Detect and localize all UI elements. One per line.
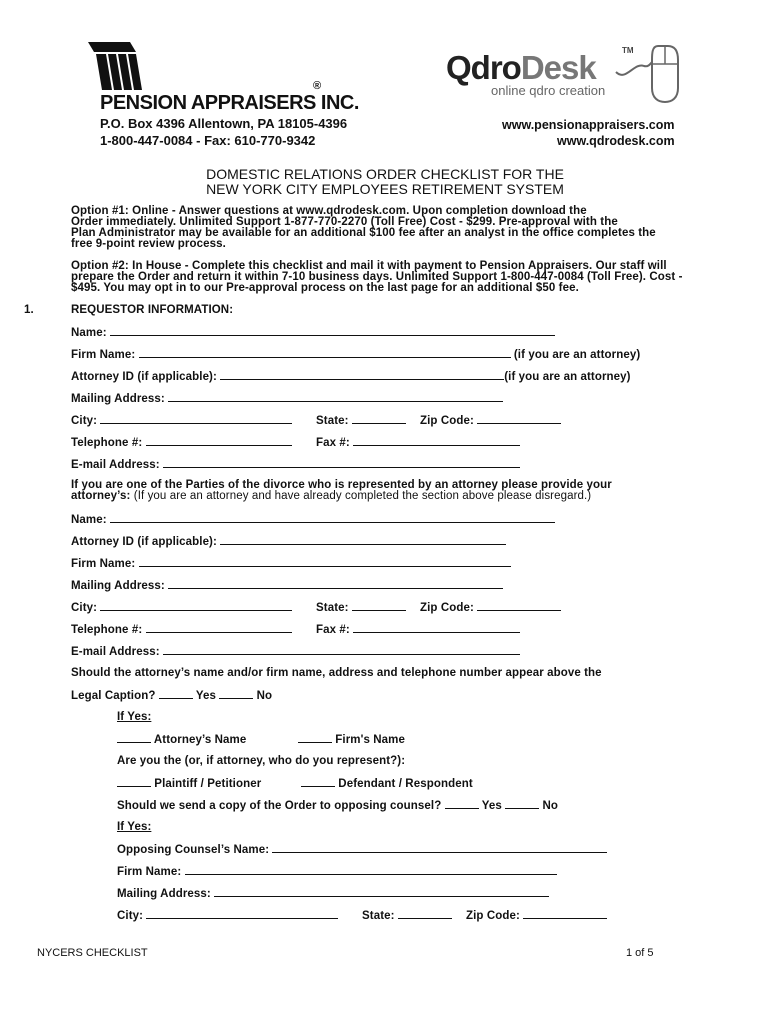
requestor-telephone-field[interactable]: [146, 436, 292, 446]
opposing-firm-row: [117, 865, 557, 878]
requestor-attorney-id-field[interactable]: [220, 370, 504, 380]
opposing-city-row: [117, 909, 338, 922]
legal-caption-label: Legal Caption?: [71, 690, 156, 702]
option2-line: Option #2: In House - Complete this checklist and mail it with payment to Pension Appraisers. Our staff will: [71, 260, 667, 272]
requestor-city-label: City:: [71, 415, 98, 427]
defendant-label: Defendant / Respondent: [338, 778, 473, 790]
party-zip-row: [420, 601, 561, 614]
party-name-label: Name:: [71, 514, 107, 526]
company-address: P.O. Box 4396 Allentown, PA 18105-4396: [100, 116, 348, 131]
copy-question-row: [117, 799, 558, 812]
firm-name-check-field[interactable]: [298, 733, 332, 743]
attorney-name-label: Attorney’s Name: [153, 734, 247, 746]
qdrodesk-tm: TM: [622, 46, 634, 55]
opposing-zip-row: [466, 909, 607, 922]
party-telephone-label: Telephone #:: [71, 624, 143, 636]
parties-intro: [71, 480, 612, 502]
requestor-email-row: [71, 458, 520, 471]
requestor-attorney-id-row: [71, 370, 631, 383]
party-mailing-field[interactable]: [168, 579, 503, 589]
requestor-state-row: [316, 414, 406, 427]
party-telephone-field[interactable]: [146, 623, 292, 633]
requestor-attorney-id-label: Attorney ID (if applicable):: [71, 371, 217, 383]
requestor-telephone-label: Telephone #:: [71, 437, 143, 449]
section-heading: REQUESTOR INFORMATION:: [71, 304, 234, 316]
company-phones: 1-800-447-0084 - Fax: 610-770-9342: [100, 133, 316, 148]
copy-question-label: Should we send a copy of the Order to opposing counsel?: [117, 800, 442, 812]
plaintiff-field[interactable]: [117, 777, 151, 787]
title-line-2: NEW YORK CITY EMPLOYEES RETIREMENT SYSTEM: [206, 181, 564, 197]
website-qdrodesk[interactable]: www.qdrodesk.com: [557, 134, 675, 148]
qdrodesk-logo-desk: Desk: [520, 49, 596, 86]
option1-line: Plan Administrator may be available for an additional $100 fee after an analyst in the office completes the: [71, 227, 656, 239]
copy-no-label: No: [542, 800, 558, 812]
option2-paragraph: [71, 261, 683, 294]
party-fax-row: [316, 623, 520, 636]
opposing-mailing-label: Mailing Address:: [117, 888, 211, 900]
plaintiff-option: [117, 777, 261, 790]
caption-question: Should the attorney’s name and/or firm name, address and telephone number appear above the: [71, 667, 602, 679]
option1-line: Option #1: Online - Answer questions at www.qdrodesk.com. Upon completion download the: [71, 205, 587, 217]
requestor-firm-note: (if you are an attorney): [513, 349, 641, 361]
party-mailing-label: Mailing Address:: [71, 580, 165, 592]
requestor-name-label: Name:: [71, 327, 107, 339]
registered-mark: ®: [313, 80, 322, 92]
party-email-row: [71, 645, 520, 658]
attorney-name-option: [117, 733, 246, 746]
requestor-mailing-row: [71, 392, 503, 405]
party-attorney-id-row: [71, 535, 506, 548]
footer-page-number: 1 of 5: [626, 947, 654, 959]
plaintiff-label: Plaintiff / Petitioner: [154, 778, 262, 790]
firm-name-option: [298, 733, 405, 746]
legal-caption-no-field[interactable]: [219, 689, 253, 699]
requestor-state-label: State:: [316, 415, 349, 427]
requestor-fax-label: Fax #:: [316, 437, 350, 449]
qdrodesk-tagline: online qdro creation: [491, 83, 606, 98]
requestor-zip-field[interactable]: [477, 414, 561, 424]
party-name-field[interactable]: [110, 513, 555, 523]
opposing-zip-label: Zip Code:: [466, 910, 520, 922]
party-email-label: E-mail Address:: [71, 646, 160, 658]
party-attorney-id-label: Attorney ID (if applicable):: [71, 536, 217, 548]
requestor-telephone-row: [71, 436, 292, 449]
copy-yes-label: Yes: [481, 800, 502, 812]
requestor-mailing-field[interactable]: [168, 392, 503, 402]
copy-yes-field[interactable]: [445, 799, 479, 809]
opposing-firm-field[interactable]: [185, 865, 557, 875]
opposing-name-label: Opposing Counsel’s Name:: [117, 844, 270, 856]
requestor-firm-row: [71, 348, 640, 361]
represent-question: Are you the (or, if attorney, who do you represent?):: [117, 755, 406, 767]
qdrodesk-logo-qdro: Qdro: [446, 49, 521, 86]
pension-appraisers-logo-icon: [86, 40, 146, 92]
requestor-mailing-label: Mailing Address:: [71, 393, 165, 405]
party-firm-row: [71, 557, 511, 570]
party-firm-field[interactable]: [139, 557, 511, 567]
parties-intro-line-1: If you are one of the Parties of the divorce who is represented by an attorney please provide your: [71, 479, 612, 491]
party-city-row: [71, 601, 292, 614]
party-state-label: State:: [316, 602, 349, 614]
requestor-name-row: [71, 326, 555, 339]
firm-name-check-label: Firm's Name: [335, 734, 405, 746]
option1-line: free 9-point review process.: [71, 238, 226, 250]
footer-left: NYCERS CHECKLIST: [37, 947, 148, 959]
qdrodesk-logo: [446, 50, 596, 86]
option2-line: prepare the Order and return it within 7-10 business days. Unlimited Support 1-800-447-0084 (Toll Free). Cost -: [71, 271, 683, 283]
party-attorney-id-field[interactable]: [220, 535, 506, 545]
party-email-field[interactable]: [163, 645, 520, 655]
opposing-firm-label: Firm Name:: [117, 866, 182, 878]
requestor-email-label: E-mail Address:: [71, 459, 160, 471]
opposing-name-row: [117, 843, 607, 856]
opposing-name-field[interactable]: [272, 843, 607, 853]
computer-mouse-icon: [612, 40, 682, 104]
party-telephone-row: [71, 623, 292, 636]
requestor-attorney-id-note: (if you are an attorney): [504, 371, 631, 383]
legal-caption-row: [71, 689, 272, 702]
document-title: [0, 167, 770, 197]
opposing-mailing-row: [117, 887, 549, 900]
party-city-label: City:: [71, 602, 98, 614]
parties-intro-attorneys: attorney’s:: [71, 490, 131, 502]
opposing-city-field[interactable]: [146, 909, 338, 919]
party-fax-label: Fax #:: [316, 624, 350, 636]
if-yes-heading: If Yes:: [117, 711, 152, 723]
opposing-state-field[interactable]: [398, 909, 452, 919]
legal-caption-no-label: No: [256, 690, 273, 702]
requestor-firm-field[interactable]: [139, 348, 511, 358]
opposing-state-row: [362, 909, 452, 922]
requestor-city-row: [71, 414, 292, 427]
opposing-zip-field[interactable]: [523, 909, 607, 919]
requestor-firm-label: Firm Name:: [71, 349, 136, 361]
opposing-state-label: State:: [362, 910, 395, 922]
requestor-zip-label: Zip Code:: [420, 415, 474, 427]
requestor-fax-field[interactable]: [353, 436, 520, 446]
company-name: PENSION APPRAISERS INC.: [100, 92, 359, 114]
party-zip-field[interactable]: [477, 601, 561, 611]
section-number: 1.: [24, 304, 34, 316]
requestor-state-field[interactable]: [352, 414, 406, 424]
legal-caption-yes-field[interactable]: [159, 689, 193, 699]
party-state-field[interactable]: [352, 601, 406, 611]
title-line-1: DOMESTIC RELATIONS ORDER CHECKLIST FOR THE: [206, 166, 564, 182]
party-fax-field[interactable]: [353, 623, 520, 633]
requestor-email-field[interactable]: [163, 458, 520, 468]
party-name-row: [71, 513, 555, 526]
party-city-field[interactable]: [100, 601, 292, 611]
defendant-option: [301, 777, 473, 790]
opposing-mailing-field[interactable]: [214, 887, 549, 897]
party-zip-label: Zip Code:: [420, 602, 474, 614]
website-pension[interactable]: www.pensionappraisers.com: [502, 118, 675, 132]
option1-paragraph: [71, 206, 656, 250]
party-mailing-row: [71, 579, 503, 592]
attorney-name-field[interactable]: [117, 733, 151, 743]
option2-line: $495. You may opt in to our Pre-approval process on the last page for an additional $50 fee.: [71, 282, 579, 294]
copy-no-field[interactable]: [505, 799, 539, 809]
requestor-city-field[interactable]: [100, 414, 292, 424]
requestor-fax-row: [316, 436, 520, 449]
party-firm-label: Firm Name:: [71, 558, 136, 570]
parties-intro-note: (If you are an attorney and have already completed the section above please disregard.): [130, 490, 592, 502]
legal-caption-yes-label: Yes: [195, 690, 216, 702]
if-yes-heading-2: If Yes:: [117, 821, 152, 833]
defendant-field[interactable]: [301, 777, 335, 787]
requestor-zip-row: [420, 414, 561, 427]
party-state-row: [316, 601, 406, 614]
requestor-name-field[interactable]: [110, 326, 555, 336]
option1-line: Order immediately. Unlimited Support 1-877-770-2270 (Toll Free) Cost - $299. Pre-approval with the: [71, 216, 618, 228]
opposing-city-label: City:: [117, 910, 144, 922]
